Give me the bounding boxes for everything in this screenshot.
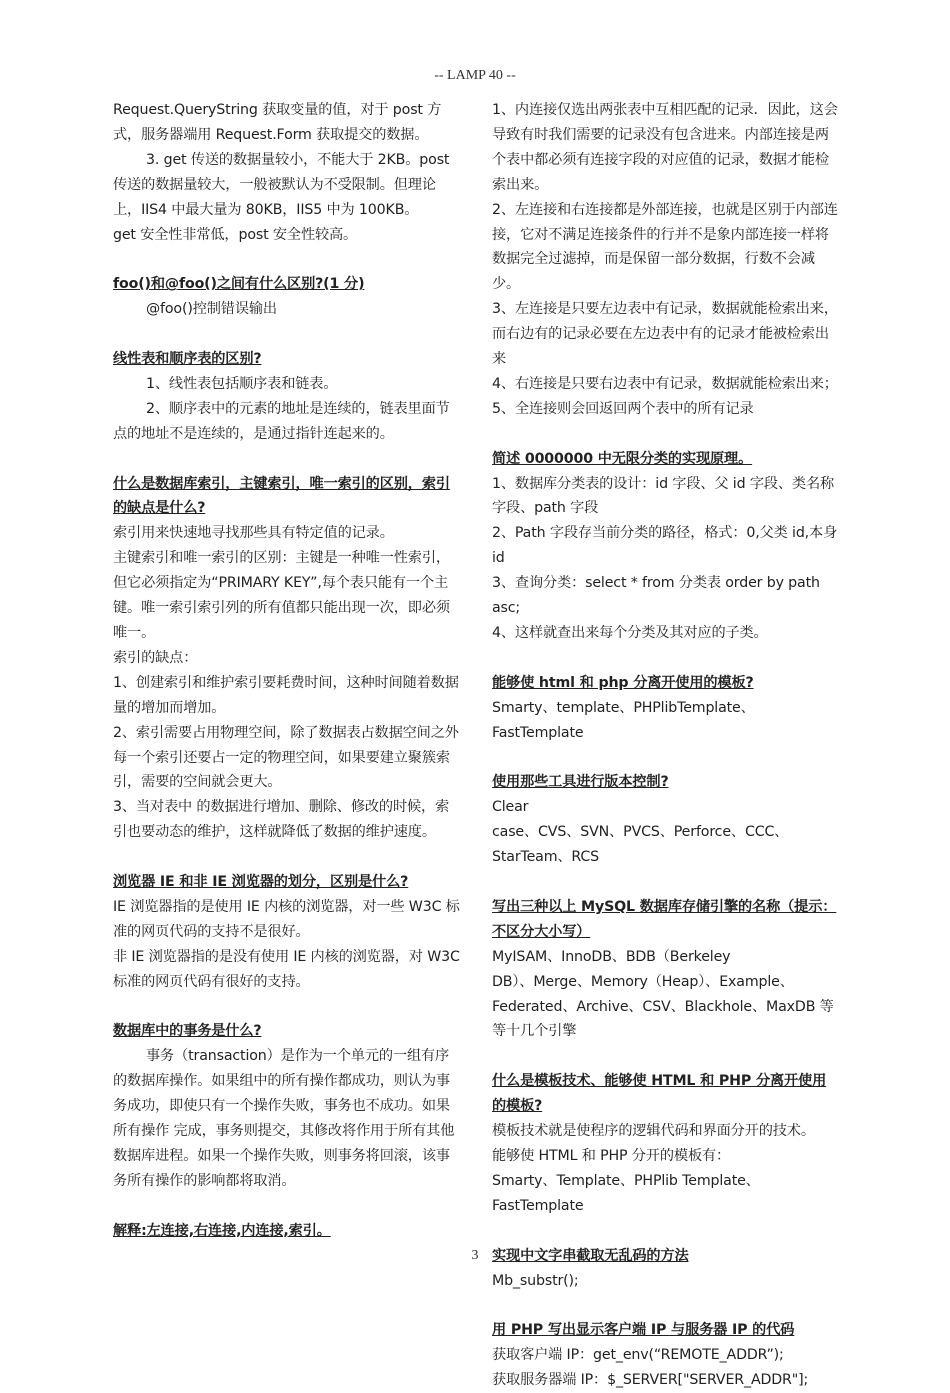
section-heading: 实现中文字串截取无乱码的方法 <box>492 1247 689 1264</box>
body-paragraph: 4、这样就查出来每个分类及其对应的子类。 <box>492 625 768 642</box>
paragraph-gap <box>113 447 461 472</box>
body-paragraph: MyISAM、InnoDB、BDB（Berkeley <box>492 948 731 965</box>
body-paragraph: 1、创建索引和维护索引要耗费时间，这种时间随着数据量的增加而增加。 <box>113 674 459 716</box>
paragraph-gap <box>492 1044 840 1069</box>
paragraph-gap <box>492 746 840 771</box>
paragraph-gap <box>113 247 461 272</box>
right-column <box>492 98 840 1393</box>
paragraph-gap <box>492 870 840 895</box>
section-heading: 解释:左连接,右连接,内连接,索引。 <box>113 1222 331 1239</box>
body-paragraph: 事务（transaction）是作为一个单元的一组有序的数据库操作。如果组中的所有操作都成功，则认为事务成功，即使只有一个操作失败，事务也不成功。如果所有操作 完成，事务则提交，其修改将作用于所有其他数据库进程。如果一个操作失败，则事务将回滚，该事务所有操作的影响都将取消。 <box>113 1048 455 1189</box>
body-paragraph: 非 IE 浏览器指的是没有使用 IE 内核的浏览器，对 W3C 标准的网页代码有很好的支持。 <box>113 948 460 990</box>
body-paragraph: IE 浏览器指的是使用 IE 内核的浏览器，对一些 W3C 标准的网页代码的支持不是很好。 <box>113 898 460 940</box>
paragraph-gap <box>492 646 840 671</box>
body-paragraph: 2、顺序表中的元素的地址是连续的，链表里面节点的地址不是连续的，是通过指针连起来的。 <box>113 400 450 442</box>
body-paragraph: 3. get 传送的数据量较小，不能大于 2KB。post 传送的数据量较大，一般被默认为不受限制。但理论上，IIS4 中最大量为 80KB，IIS5 中为 100KB。 <box>113 151 450 218</box>
body-paragraph: case、CVS、SVN、PVCS、Perforce、CCC、StarTeam、RCS <box>492 824 789 866</box>
paragraph-gap <box>492 1293 840 1318</box>
body-paragraph: 2、Path 字段存当前分类的路径，格式：0,父类 id,本身 id <box>492 525 838 567</box>
body-paragraph: 获取客户端 IP：get_env(“REMOTE_ADDR”); <box>492 1347 784 1364</box>
section-heading: 能够使 html 和 php 分离开使用的模板? <box>492 674 754 691</box>
body-paragraph: get 安全性非常低，post 安全性较高。 <box>113 226 358 243</box>
body-paragraph: 模板技术就是使程序的逻辑代码和界面分开的技术。 <box>492 1123 815 1140</box>
body-paragraph: 1、线性表包括顺序表和链表。 <box>146 375 338 392</box>
paragraph-gap <box>113 1194 461 1219</box>
body-paragraph: Smarty、template、PHPlibTemplate、FastTemplate <box>492 699 755 741</box>
body-paragraph: Mb_substr(); <box>492 1272 579 1289</box>
body-paragraph: Clear <box>492 799 529 816</box>
body-paragraph: 主键索引和唯一索引的区别：主键是一种唯一性索引，但它必须指定为“PRIMARY KEY”,每个表只能有一个主键。唯一索引索引列的所有值都只能出现一次，即必须唯一。 <box>113 550 450 641</box>
section-heading: 什么是数据库索引，主键索引，唯一索引的区别，索引的缺点是什么? <box>113 475 450 517</box>
section-heading: 用 PHP 写出显示客户端 IP 与服务器 IP 的代码 <box>492 1322 795 1339</box>
body-paragraph: 3、当对表中 的数据进行增加、删除、修改的时候，索引也要动态的维护，这样就降低了数据的维护速度。 <box>113 799 450 841</box>
section-heading: 什么是模板技术、能够使 HTML 和 PHP 分离开使用的模板? <box>492 1073 827 1115</box>
paragraph-gap <box>492 1219 840 1244</box>
body-paragraph: 1、内连接仅选出两张表中互相匹配的记录．因此，这会导致有时我们需要的记录没有包含进来。内部连接是两个表中都必须有连接字段的对应值的记录，数据才能检索出来。 <box>492 102 838 193</box>
body-paragraph: 获取服务器端 IP：$_SERVER["SERVER_ADDR"]; <box>492 1372 809 1389</box>
body-paragraph: 1、数据库分类表的设计：id 字段、父 id 字段、类名称字段、path 字段 <box>492 475 835 517</box>
section-heading: 线性表和顺序表的区别? <box>113 351 262 368</box>
body-paragraph: 4、右连接是只要右边表中有记录，数据就能检索出来； <box>492 375 838 392</box>
body-paragraph: DB）、Merge、Memory（Heap）、Example、Federated、Archive、CSV、Blackhole、MaxDB 等等十几个引擎 <box>492 973 834 1040</box>
paragraph-gap <box>492 422 840 447</box>
section-heading: foo()和@foo()之间有什么区别?(1 分) <box>113 276 365 293</box>
body-paragraph: 3、左连接是只要左边表中有记录，数据就能检索出来，而右边有的记录必要在左边表中有的记录才能被检索出来 <box>492 301 838 368</box>
section-heading: 使用那些工具进行版本控制? <box>492 774 669 791</box>
page-header: -- LAMP 40 -- <box>434 68 516 83</box>
body-paragraph: 5、全连接则会回返回两个表中的所有记录 <box>492 400 754 417</box>
left-column <box>113 98 461 1244</box>
paragraph-gap <box>113 995 461 1020</box>
section-heading: 浏览器 IE 和非 IE 浏览器的划分，区别是什么? <box>113 874 409 891</box>
body-paragraph: 索引用来快速地寻找那些具有特定值的记录。 <box>113 525 394 542</box>
body-paragraph: 索引的缺点： <box>113 649 198 666</box>
paragraph-gap <box>113 322 461 347</box>
section-heading: 写出三种以上 MySQL 数据库存储引擎的名称（提示：不区分大小写） <box>492 898 837 940</box>
section-heading: 数据库中的事务是什么? <box>113 1023 262 1040</box>
body-paragraph: @foo()控制错误输出 <box>146 301 277 318</box>
page-number: 3 <box>471 1248 479 1263</box>
body-paragraph: Smarty、Template、PHPlib Template、FastTemplate <box>492 1172 760 1214</box>
body-paragraph: 能够使 HTML 和 PHP 分开的模板有： <box>492 1147 731 1164</box>
section-heading: 简述 0000000 中无限分类的实现原理。 <box>492 450 753 467</box>
body-paragraph: 2、索引需要占用物理空间，除了数据表占数据空间之外每一个索引还要占一定的物理空间，如果要建立聚簇索引，需要的空间就会更大。 <box>113 724 459 791</box>
paragraph-gap <box>113 845 461 870</box>
body-paragraph: 2、左连接和右连接都是外部连接，也就是区别于内部连接，它对不满足连接条件的行并不是象内部连接一样将数据完全过滤掉，而是保留一部分数据，行数不会减少。 <box>492 201 838 293</box>
body-paragraph: Request.QueryString 获取变量的值，对于 post 方式，服务器端用 Request.Form 获取提交的数据。 <box>113 102 442 143</box>
body-paragraph: 3、查询分类：select * from 分类表 order by path asc; <box>492 575 820 617</box>
